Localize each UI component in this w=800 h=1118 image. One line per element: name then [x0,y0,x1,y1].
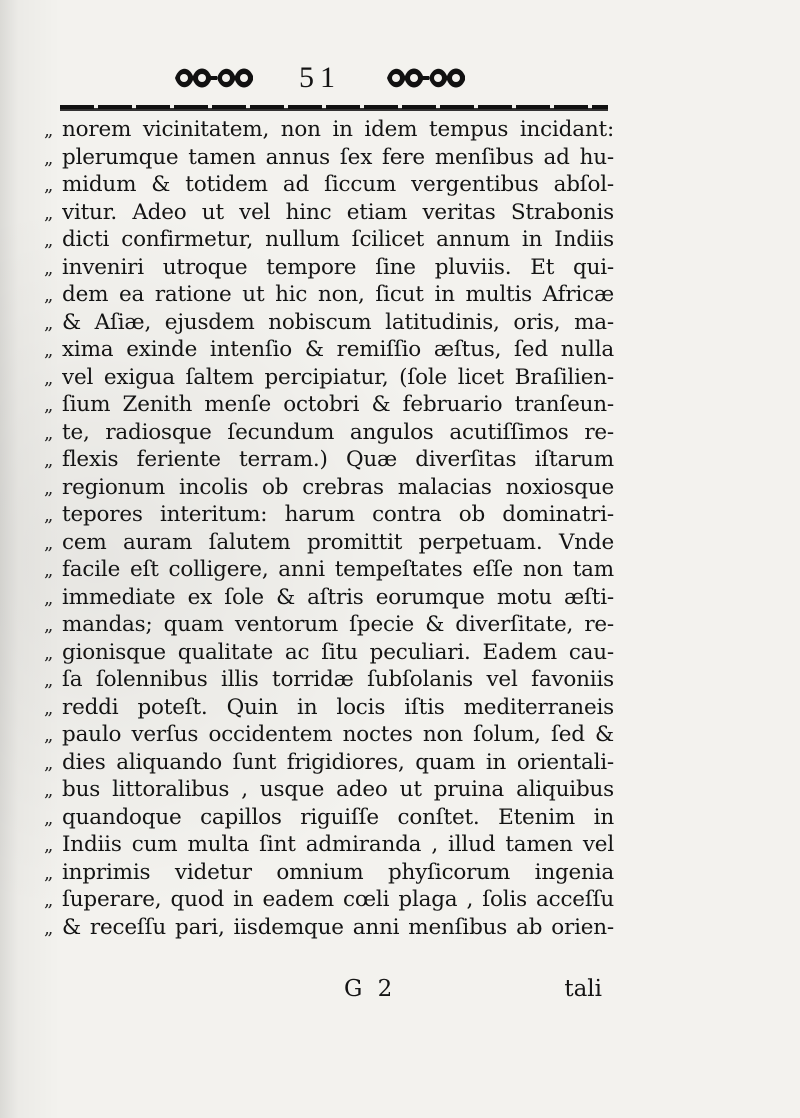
text-line [44,391,614,419]
text-line [44,859,614,887]
line-text: dies aliquando ſunt frigidiores, quam in orientali- [62,749,614,775]
text-line [44,171,614,199]
header-rule-base [60,108,608,111]
quotation-mark: „ [44,395,54,416]
text-line [44,226,614,254]
text-line [44,474,614,502]
quotation-mark: „ [44,202,54,224]
line-text: norem vicinitatem, non in idem tempus incidant: [62,117,614,142]
text-line [44,584,614,612]
quotation-mark: „ [44,422,54,444]
line-text: plerumque tamen annus ſex fere menſibus ad hu- [62,144,614,170]
text-line [44,831,614,859]
signature-mark: G 2 [344,976,397,1002]
quotation-mark: „ [44,835,54,856]
text-line [44,364,614,392]
floral-ornament-icon [383,62,469,94]
quotation-mark: „ [44,340,54,361]
line-text: flexis feriente terram.) Quæ diverſitas iſtarum [62,447,614,472]
line-text: ſa ſolennibus illis torridæ ſubſolanis vel favoniis [62,667,614,692]
page-footer [62,976,602,1010]
quotation-mark: „ [44,367,54,389]
text-line [44,116,614,144]
quotation-mark: „ [44,175,54,196]
text-line [44,639,614,667]
text-line [44,501,614,529]
quotation-mark: „ [44,807,54,829]
quotation-mark: „ [44,560,54,581]
line-text: tepores interitum: harum contra ob dominatri- [62,502,614,527]
quotation-mark: „ [44,697,54,719]
text-line [44,886,614,914]
line-text: Indiis cum multa ſint admiranda , illud tamen vel [62,832,614,857]
text-line [44,144,614,172]
quotation-mark: „ [44,147,54,169]
line-text: cem auram ſalutem promittit perpetuam. Vnde [62,529,614,555]
line-text: immediate ex ſole & aſtris eorumque motu æſti- [62,584,614,610]
text-line [44,804,614,832]
text-line [44,199,614,227]
quotation-mark: „ [44,725,54,746]
text-line [44,556,614,584]
line-text: inprimis videtur omnium phyſicorum ingenia [62,859,614,885]
quotation-mark: „ [44,230,54,251]
line-text: bus littoralibus , usque adeo ut pruina aliquibus [62,777,614,802]
line-text: quandoque capillos riguiſſe conſtet. Etenim in [62,804,614,830]
text-line [44,721,614,749]
quotation-mark: „ [44,587,54,609]
text-line [44,694,614,722]
line-text: vel exigua ſaltem percipiatur, (ſole licet Braſilien- [62,364,614,390]
quotation-mark: „ [44,312,54,334]
text-line [44,336,614,364]
quotation-mark: „ [44,505,54,526]
line-text: ſuperare, quod in eadem cœli plaga , ſolis acceſſu [62,887,614,912]
text-line [44,254,614,282]
line-text: xima exinde intenſio & remiſſio æſtus, ſed nulla [62,337,614,362]
text-line [44,529,614,557]
quotation-mark: „ [44,780,54,801]
floral-ornament-icon [171,62,257,94]
quotation-mark: „ [44,862,54,884]
quotation-mark: „ [44,890,54,911]
page-header [160,58,480,98]
line-text: ſium Zenith menſe octobri & februario tranſeun- [62,392,614,417]
text-line [44,666,614,694]
text-line [44,309,614,337]
text-line [44,776,614,804]
line-text: mandas; quam ventorum ſpecie & diverſitate, re- [62,612,614,637]
text-line [44,611,614,639]
line-text: facile eſt colligere, anni tempeſtates eſſe non tam [62,557,614,582]
catchword: tali [564,976,602,1002]
quotation-mark: „ [44,532,54,554]
line-text: dem ea ratione ut hic non, ſicut in multis Africæ [62,282,614,307]
quotation-mark: „ [44,670,54,691]
line-text: gionisque qualitate ac ſitu peculiari. Eadem cau- [62,639,614,665]
body-text [44,116,614,941]
text-line [44,446,614,474]
line-text: & Aſiæ, ejusdem nobiscum latitudinis, oris, ma- [62,309,614,335]
text-line [44,914,614,942]
line-text: inveniri utroque tempore ſine pluviis. Et qui- [62,254,614,280]
line-text: reddi poteſt. Quin in locis iſtis mediterraneis [62,694,614,720]
quotation-mark: „ [44,615,54,636]
quotation-mark: „ [44,477,54,499]
text-line [44,749,614,777]
quotation-mark: „ [44,917,54,939]
line-text: dicti confirmetur, nullum ſcilicet annum in Indiis [62,227,614,252]
line-text: midum & totidem ad ſiccum vergentibus abſol- [62,172,614,197]
line-text: paulo verſus occidentem noctes non ſolum, ſed & [62,722,614,747]
line-text: vitur. Adeo ut vel hinc etiam veritas Strabonis [62,199,614,225]
quotation-mark: „ [44,257,54,279]
text-line [44,281,614,309]
quotation-mark: „ [44,450,54,471]
quotation-mark: „ [44,752,54,774]
text-line [44,419,614,447]
line-text: te, radiosque ſecundum angulos acutiſſimos re- [62,419,614,445]
line-text: & receſſu pari, iisdemque anni menſibus ab orien- [62,914,614,940]
quotation-mark: „ [44,120,54,141]
quotation-mark: „ [44,642,54,664]
line-text: regionum incolis ob crebras malacias noxiosque [62,474,614,500]
quotation-mark: „ [44,285,54,306]
page-number: 51 [299,61,341,94]
